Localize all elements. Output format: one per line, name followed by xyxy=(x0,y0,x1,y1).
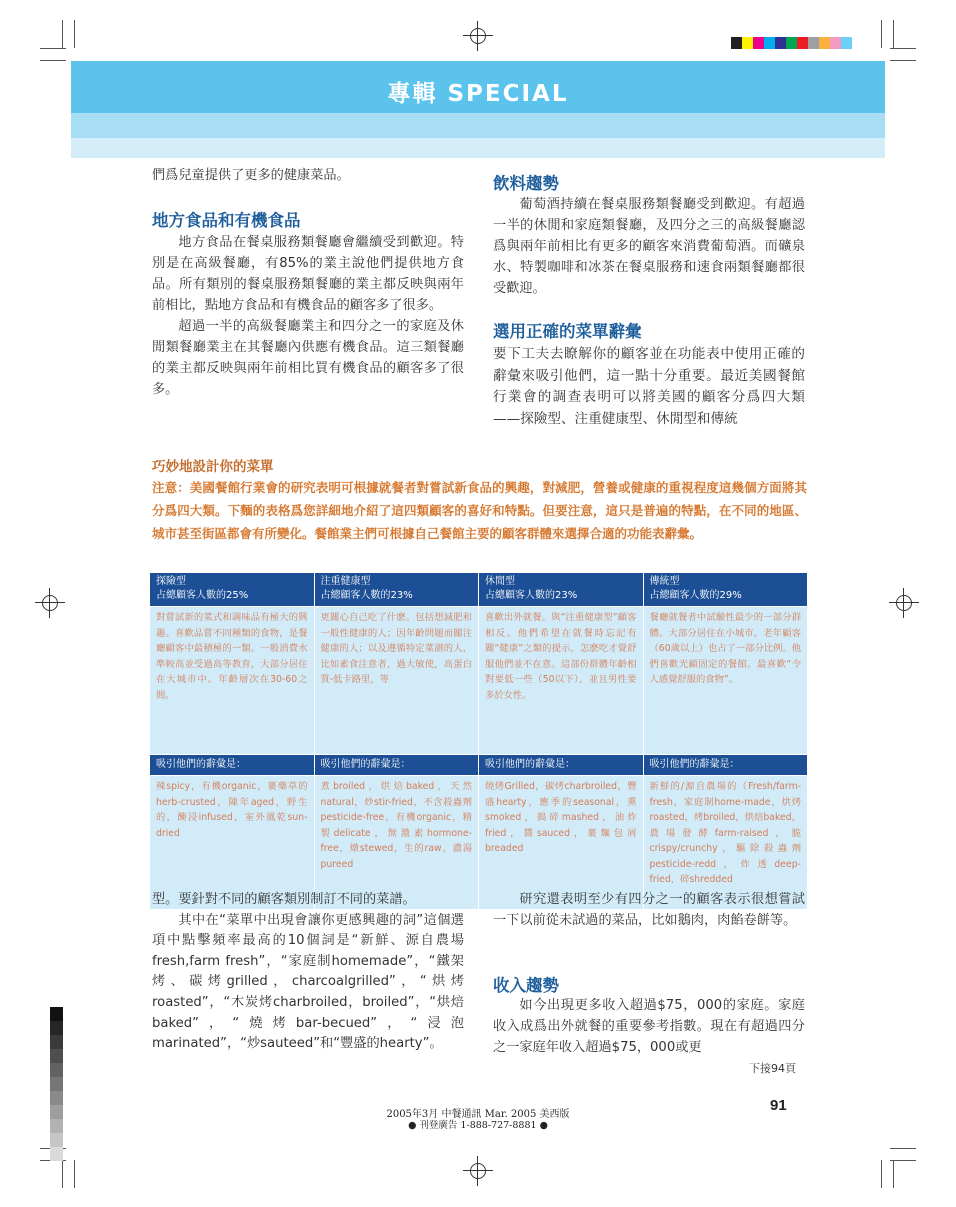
column-header-traditional xyxy=(643,573,808,607)
column-share: 占總顧客人數的23% xyxy=(320,590,413,601)
crop-mark xyxy=(890,1148,916,1149)
bottom-left-column xyxy=(152,890,464,1055)
income-paragraph: 如今出現更多收入超過$75，000的家庭。家庭收入成爲出外就餐的重要參考指數。現在有超過四分之一家庭年收入超過$75，000或更 xyxy=(493,998,805,1055)
table-cell-desc: 對嘗試新的菜式和調味品有極大的興趣。喜歡品嘗不同種類的食物，是餐廳顧客中最積極的一類。一般消費水準較高並受過高等教育，大部分居住在大城市中。年齡層次在30-60之間。 xyxy=(150,607,315,755)
grey-swatch xyxy=(50,1007,63,1021)
color-swatch xyxy=(786,37,797,49)
column-share: 占總顧客人數的25% xyxy=(156,590,249,601)
banner-title: 專輯 SPECIAL xyxy=(387,81,569,107)
table-cell-vocab: 燒烤Grilled，碳烤charbroiled，豐盛hearty，應季的seasonal，熏smoked，搗碎mashed，油炸fried，醬sauced，裹麵包屑breaded xyxy=(479,776,644,910)
registration-mark-top xyxy=(467,25,489,47)
column-name: 探險型 xyxy=(156,576,186,587)
tips-body: 注意：美國餐館行業會的研究表明可根據就餐者對嘗試新食品的興趣，對減肥，營養或健康的重視程度這幾個方面將其分爲四大類。下麵的表格爲您詳細地介紹了這四類顧客的喜好和特點。但要注意，這只是普遍的特點，在不同的地區、城市甚至街區都會有所變化。餐館業主們可根據自己餐館主要的顧客群體來選擇合適的功能表辭彙。 xyxy=(152,480,807,541)
table-cell-desc: 喜歡出外就餐。與“注重健康型”顧客相反。他們希望在就餐時忘記有關“健康”之類的提示，怎麽吃才覺舒服他們並不在意。這部份群體年齡相對要低一些（50以下），並且男性要多於女性。 xyxy=(479,607,644,755)
color-swatch xyxy=(808,37,819,49)
table-cell-vocab: 辣spicy，有機organic，裹藥草的herb-crusted，陳年aged，野生的，醃浸infused，室外風乾sun-dried xyxy=(150,776,315,910)
color-swatch xyxy=(742,37,753,49)
customer-type-table xyxy=(149,572,808,910)
research-paragraph: 研究還表明至少有四分之一的顧客表示很想嘗試一下以前從未試過的菜品，比如鵝肉，肉餡卷餅等。 xyxy=(493,892,805,928)
color-swatch xyxy=(819,37,830,49)
grey-swatch xyxy=(50,1035,63,1049)
column-share: 占總顧客人數的23% xyxy=(485,590,578,601)
table-cell-vocab: 新鮮的/源自農場的（Fresh/farm-fresh，家庭制home-made，烘烤roasted，烤broiled，烘焙baked，農場發酵farm-raised，脆crispy/crunchy，驅除殺蟲劑pesticide-redd，炸透deep-fried，碎shredded xyxy=(643,776,808,910)
grey-swatch xyxy=(50,1063,63,1077)
footer-ad: ● 刊登廣告 1-888-727-8881 ● xyxy=(408,1120,548,1131)
crop-mark xyxy=(890,1160,916,1161)
drinks-body xyxy=(493,194,805,299)
left-column-top xyxy=(152,165,464,186)
crop-mark xyxy=(62,20,63,48)
bottom-left-paragraph-2: 其中在“菜單中出現會讓你更感興趣的詞”這個選項中點擊頻率最高的10個詞是“新鮮、源自農場fresh,farm fresh”，“家庭制homemade”，“鐵架烤、碳烤grilled，charcoalgrilled”，“烘烤roasted”，“木炭烤charbroiled，broiled”，“烘焙baked”，“燒烤bar-becued”，“浸泡marinated”，“炒sauteed”和“豐盛的hearty”。 xyxy=(152,912,464,1052)
intro-text: 們爲兒童提供了更多的健康菜品。 xyxy=(152,168,350,183)
vocab-body xyxy=(493,344,805,430)
color-swatch xyxy=(797,37,808,49)
local-paragraph-2: 超過一半的高級餐廳業主和四分之一的家庭及休閒類餐廳業主在其餐廳內供應有機食品。這三類餐廳的業主都反映與兩年前相比買有機食品的顧客多了很多。 xyxy=(152,319,464,397)
column-share: 占總顧客人數的29% xyxy=(649,590,742,601)
tips-title: 巧妙地設計你的菜單 xyxy=(152,459,274,475)
vocab-label-cell: 吸引他們的辭彙是： xyxy=(643,755,808,776)
crop-mark xyxy=(881,1160,882,1188)
column-name: 注重健康型 xyxy=(320,576,371,587)
local-organic-body xyxy=(152,232,464,400)
bottom-right-top xyxy=(493,889,805,931)
registration-mark-right xyxy=(893,592,915,614)
registration-mark-left xyxy=(39,592,61,614)
vocab-heading: 選用正確的菜單辭彙 xyxy=(493,322,642,341)
color-swatch xyxy=(830,37,841,49)
column-header-adventurous xyxy=(150,573,315,607)
vocab-label-cell: 吸引他們的辭彙是： xyxy=(314,755,479,776)
local-organic-heading: 地方食品和有機食品 xyxy=(152,211,301,230)
crop-mark xyxy=(893,20,894,48)
crop-mark xyxy=(40,48,66,49)
column-name: 傳統型 xyxy=(649,576,680,587)
grey-swatch xyxy=(50,1147,63,1161)
crop-mark xyxy=(74,1160,75,1188)
vocab-paragraph: 要下工夫去瞭解你的顧客並在功能表中使用正確的辭彙來吸引他們，這一點十分重要。最近美國餐館行業會的調查表明可以將美國的顧客分爲四大類——探險型、注重健康型、休閒型和傳統 xyxy=(493,346,805,427)
crop-mark xyxy=(890,60,916,61)
vocab-label-cell: 吸引他們的辭彙是： xyxy=(150,755,315,776)
drinks-heading: 飲料趨勢 xyxy=(493,174,559,193)
crop-mark xyxy=(881,20,882,48)
crop-mark xyxy=(74,20,75,48)
income-body xyxy=(493,995,805,1058)
table-cell-desc: 餐廳就餐者中試驗性最少的一部分群體。大部分居住在小城市。老年顧客（60歲以上）也占了一部分比例。他們喜歡光顧固定的餐館。最喜歡“令人感覺舒服的食物”。 xyxy=(643,607,808,755)
color-swatch xyxy=(841,37,852,49)
crop-mark xyxy=(893,1160,894,1188)
grey-swatch xyxy=(50,1049,63,1063)
footer-date: 2005年3月 中餐通訊 Mar. 2005 美西版 xyxy=(386,1109,570,1120)
local-paragraph-1: 地方食品在餐桌服務類餐廳會繼續受到歡迎。特別是在高級餐廳，有85%的業主說他們提供地方食品。所有類別的餐桌服務類餐廳的業主都反映與兩年前相比，點地方食品和有機食品的顧客多了很多。 xyxy=(152,235,464,313)
crop-mark xyxy=(40,60,66,61)
grey-swatch xyxy=(50,1091,63,1105)
vocab-label-cell: 吸引他們的辭彙是： xyxy=(479,755,644,776)
drinks-paragraph: 葡萄酒持續在餐桌服務類餐廳受到歡迎。有超過一半的休閒和家庭類餐廳，及四分之三的高級餐廳認爲與兩年前相比有更多的顧客來消費葡萄酒。而礦泉水、特製咖啡和冰茶在餐桌服務和速食兩類餐廳都很受歡迎。 xyxy=(493,197,805,296)
color-calibration-bar xyxy=(731,37,852,49)
grey-calibration-bar xyxy=(50,1007,63,1161)
crop-mark xyxy=(890,48,916,49)
table-cell-desc: 更關心自己吃了什麽。包括想減肥和一般性健康的人；因年齡問題而關注健康的人；以及遵循特定菜譜的人，比如素食注意者，過大敏使，高蛋白質-低卡路里，等 xyxy=(314,607,479,755)
color-swatch xyxy=(764,37,775,49)
column-name: 休閒型 xyxy=(485,576,515,587)
column-header-health xyxy=(314,573,479,607)
grey-swatch xyxy=(50,1021,63,1035)
color-swatch xyxy=(753,37,764,49)
grey-swatch xyxy=(50,1077,63,1091)
bottom-left-paragraph-1: 型。要針對不同的顧客類別制訂不同的菜譜。 xyxy=(152,892,416,907)
color-swatch xyxy=(731,37,742,49)
registration-mark-bottom xyxy=(467,1160,489,1182)
column-header-casual xyxy=(479,573,644,607)
income-heading: 收入趨勢 xyxy=(493,976,559,995)
continued-note: 下接94頁 xyxy=(749,1062,796,1075)
color-swatch xyxy=(775,37,786,49)
table-cell-vocab: 煮broiled，烘焙baked，天然natural，炒stir-fried，不含殺蟲劑pesticide-free，有機organic，精製delicate，無激素hormone-free，燉stewed，生的raw，濃湯pureed xyxy=(314,776,479,910)
crop-mark xyxy=(62,1160,63,1188)
grey-swatch xyxy=(50,1133,63,1147)
page-number: 91 xyxy=(770,1097,787,1114)
section-banner xyxy=(71,61,885,158)
